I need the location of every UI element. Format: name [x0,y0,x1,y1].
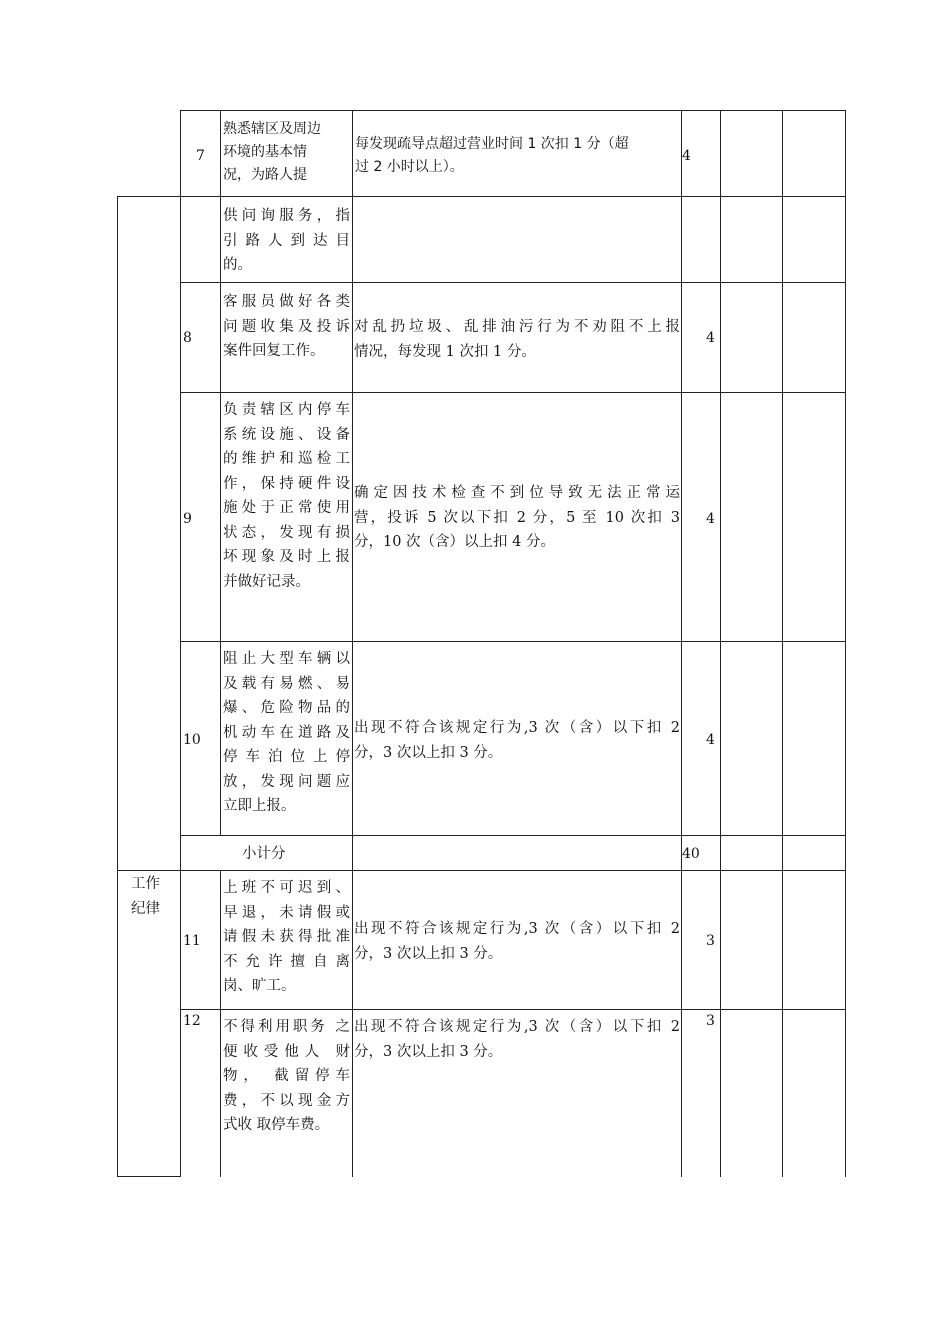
item-content [223,290,350,364]
content-line: 放，发现问题应 [223,773,350,790]
criteria-line: 分，3 次以上扣 3 分。 [354,744,503,761]
item-number: 7 [196,148,205,164]
content-line: 的。 [223,257,252,273]
item-content [223,876,350,999]
table-rule [117,870,845,871]
content-line: 况，为路人提 [223,167,307,183]
criteria-line: 出现不符合该规定行为,3 次（含）以下扣 2 [354,720,680,736]
item-criteria [354,1015,680,1064]
content-line: 状态，发现有损 [223,524,350,541]
category-line: 纪律 [131,900,160,917]
item-score: 4 [682,148,691,164]
content-line: 的维护和巡检工 [223,451,350,467]
content-line: 机动车在道路及 [223,724,350,741]
criteria-line: 对乱扔垃圾、乱排油污行为不劝阻不上报 [354,319,680,335]
content-line: 阻止大型车辆以 [223,651,350,667]
item-content [223,204,350,278]
item-number: 11 [183,933,201,949]
criteria-line: 情况，每发现 1 次扣 1 分。 [354,343,536,360]
table-rule [180,110,845,111]
item-score: 4 [706,511,715,527]
table-rule [845,110,846,1177]
table-rule [180,392,845,393]
content-line: 案件回复工作。 [223,343,325,359]
content-line: 供问询服务，指 [223,208,350,224]
criteria-line: 过 2 小时以上）。 [355,159,464,175]
content-line: 引路人到达目 [223,232,350,249]
content-line: 费，不以现金方 [223,1092,350,1109]
content-line: 停车泊位上停 [223,749,350,765]
table-rule [352,110,353,1177]
item-number: 9 [183,511,192,527]
item-criteria [354,315,680,364]
content-line: 坏现象及时上报 [223,549,350,565]
table-rule [220,110,221,835]
content-line: 不允许擅自离 [223,953,350,970]
table-rule [180,110,181,1177]
item-content [223,118,350,187]
content-line: 早退，未请假或 [223,904,350,921]
item-number: 10 [183,732,201,748]
item-content [223,398,350,594]
subtotal-label: 小计分 [242,846,286,862]
content-line: 系统设施、设备 [223,426,350,443]
content-line: 立即上报。 [223,798,296,814]
table-rule [117,196,118,1177]
content-line: 施处于正常使用 [223,500,350,516]
content-line: 环境的基本情 [223,144,307,160]
criteria-line: 出现不符合该规定行为,3 次（含）以下扣 2 [354,921,680,937]
item-score: 4 [706,330,715,346]
item-score: 4 [706,732,715,748]
table-rule [180,1009,845,1010]
criteria-line: 分，3 次以上扣 3 分。 [354,1043,503,1060]
item-criteria [354,917,680,966]
content-line: 请假未获得批准 [223,929,350,945]
content-line: 并做好记录。 [223,573,310,590]
item-criteria [354,716,680,765]
table-rule [720,110,721,1177]
criteria-line: 每发现疏导点超过营业时间 1 次扣 1 分（超 [355,136,629,152]
content-line: 客服员做好各类 [223,294,350,310]
table-rule [180,282,845,283]
item-content [223,1015,350,1138]
content-line: 式收 取停车费。 [223,1117,330,1133]
table-rule [117,196,845,197]
content-line: 作，保持硬件设 [223,475,350,492]
content-line: 便收受他人 财 [223,1043,350,1060]
table-rule [220,870,221,1177]
table-rule [180,641,845,642]
item-content [223,647,350,819]
category-line: 工作 [131,876,160,892]
criteria-line: 分，3 次以上扣 3 分。 [354,945,503,962]
content-line: 负责辖区内停车 [223,402,350,418]
item-score: 3 [706,933,715,949]
content-line: 上班不可迟到、 [223,880,350,896]
item-number: 12 [183,1013,201,1029]
content-line: 岗、旷工。 [223,978,296,994]
criteria-line: 分，10 次（含）以上扣 4 分。 [354,534,556,550]
category-label [131,872,171,921]
item-score: 3 [706,1013,715,1029]
item-number: 8 [183,330,192,346]
table-rule [117,1176,181,1177]
criteria-line: 确定因技术检查不到位导致无法正常运 [354,485,680,501]
content-line: 物， 截留停车 [223,1068,350,1084]
table-rule [782,110,783,1177]
content-line: 问题收集及投诉 [223,318,350,335]
subtotal-score: 40 [682,846,700,862]
table-rule [681,110,682,1177]
content-line: 不得利用职务 之 [223,1019,350,1035]
content-line: 及载有易燃、易 [223,675,350,692]
item-criteria [354,481,680,555]
content-line: 熟悉辖区及周边 [223,121,321,137]
table-rule [180,835,845,836]
criteria-line: 出现不符合该规定行为,3 次（含）以下扣 2 [354,1019,680,1035]
criteria-line: 营，投诉 5 次以下扣 2 分，5 至 10 次扣 3 [354,509,680,526]
item-criteria [355,133,679,179]
content-line: 爆、危险物品的 [223,700,350,716]
